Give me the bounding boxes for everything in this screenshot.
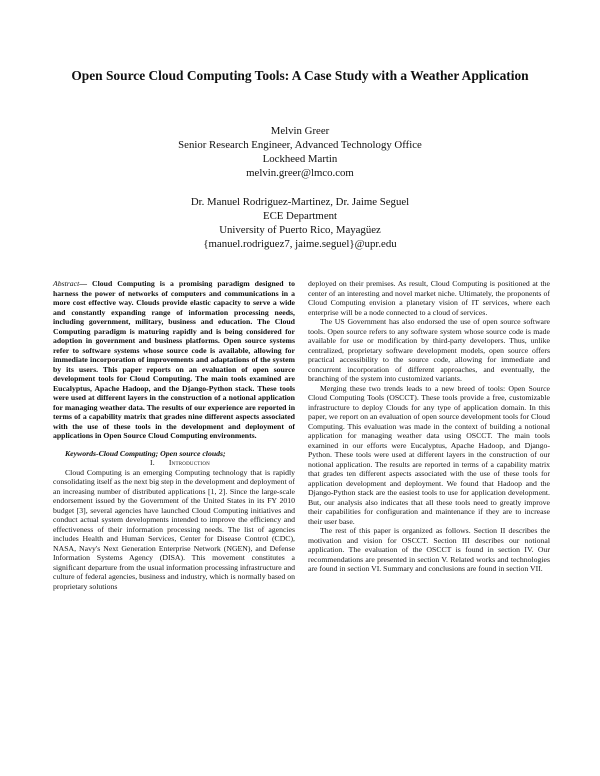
- author-email: melvin.greer@lmco.com: [246, 167, 354, 179]
- abstract-dash: —: [79, 279, 88, 288]
- author-organization: Lockheed Martin: [262, 153, 338, 165]
- author-block-2: [0, 195, 600, 251]
- paper-title: Open Source Cloud Computing Tools: A Case Study with a Weather Application: [71, 68, 529, 83]
- author-name: Melvin Greer: [270, 125, 330, 137]
- section-heading: [53, 458, 295, 468]
- body-paragraph: deployed on their premises. As result, Cloud Computing is positioned at the center of an interesting and novel market niche. Ultimately, the proponents of Cloud Computing envision a planetary vision of IT services, where each enterprise will be a node connected to a cloud of services.: [308, 279, 550, 317]
- body-paragraph: The rest of this paper is organized as follows. Section II describes the motivation and vision for OSCCT. Section III describes our notional application. The evaluation of the OSCCT is found in section IV. Our recommendations are presented in section V. Related works and technologies are found in section VI. Summary and conclusions are found in section VII.: [308, 526, 550, 573]
- left-column: [53, 279, 295, 591]
- abstract-label: Abstract: [53, 279, 80, 288]
- body-paragraph: Merging these two trends leads to a new breed of tools: Open Source Cloud Computing Tools (OSCCT). These tools provide a free, customizable infrastructure to deploy Clouds for any type of application domain. In this paper, we report on an evaluation of open source development tools for Cloud Computing. This evaluation was made in the context of building a notional application for managing weather data using OSCCT. The main tools examined in our efforts were Eucalyptus, Apache Hadoop, and Django-Python. These tools were used at different layers in the construction of our notional application. The results are reported in terms of a capability matrix that grades ten different aspects associated with the use of these tools for application development and deployment. We found that Hadoop and the Django-Python stack are the easiest tools to use for application development. But, our analysis also indicates that all these tools need to greatly improve their capabilities for configuration and maintenance if they are to increase their user base.: [308, 383, 550, 526]
- author-block-1: [0, 124, 600, 180]
- keywords: Keywords-Cloud Computing; Open source clouds;: [65, 448, 226, 458]
- abstract-text: Cloud Computing is a promising paradigm designed to harness the power of networks of computers and communications in a more cost effective way. Clouds provide elastic capacity to serve a wide and constantly expanding range of information processing needs, including government, military, business and education. The Cloud Computing paradigm is maturing rapidly and is being considered for adoption in government and business platforms. Open source systems refer to software systems whose source code is available, allowing for immediate incorporation of improvements and adaptations of the system by its users. This paper reports on an evaluation of open source development tools for Cloud Computing. The main tools examined are Eucalyptus, Apache Hadoop, and the Django-Python stack. These tools were used at different layers in the construction of a notional application for managing weather data. The results of our experience are reported in terms of a capability matrix that grades nine different aspects associated with the use of these tools in the development and deployment of applications in Open Source Cloud Computing environments.: [53, 279, 295, 440]
- author-email: {manuel.rodriguez7, jaime.seguel}@upr.edu: [203, 238, 397, 250]
- author-position: Senior Research Engineer, Advanced Technology Office: [178, 139, 422, 151]
- author-names: Dr. Manuel Rodriguez-Martinez, Dr. Jaime Seguel: [190, 196, 410, 208]
- section-title: Introduction: [168, 458, 210, 467]
- section-number: I.: [149, 458, 155, 467]
- body-paragraph: The US Government has also endorsed the use of open source software tools. Open source refers to any software system whose source code is made available for use or modification by third-party developers. Thus, unlike centralized, proprietary software development models, open source offers practical accessibility to the source code, allowing for immediate and concurrent incorporation of different approaches, and eventually, the branching of the system into customized variants.: [308, 317, 550, 383]
- abstract: [53, 279, 295, 441]
- right-column: [308, 279, 550, 574]
- body-paragraph: Cloud Computing is an emerging Computing technology that is rapidly consolidating itself as the next big step in the development and deployment of an increasing number of distributed applications [1, 2]. Since the large-scale endorsement issued by the Government of the United States in its FY 2010 budget [3], several agencies have launched Cloud Computing initiatives and conduct actual system developments intended to improve the efficiency and effectiveness of their information processing needs. The list of agencies includes Health and Human Services, Center for Disease Control (CDC), NASA, Navy's Next Generation Enterprise Network (NGEN), and Defense Information Systems Agency (DISA). This movement constitutes a significant departure from the usual information processing infrastructure and culture of federal agencies, business and industry, which is normally based on proprietary solutions: [53, 467, 295, 591]
- author-organization: University of Puerto Rico, Mayagüez: [219, 224, 381, 236]
- author-department: ECE Department: [262, 210, 338, 222]
